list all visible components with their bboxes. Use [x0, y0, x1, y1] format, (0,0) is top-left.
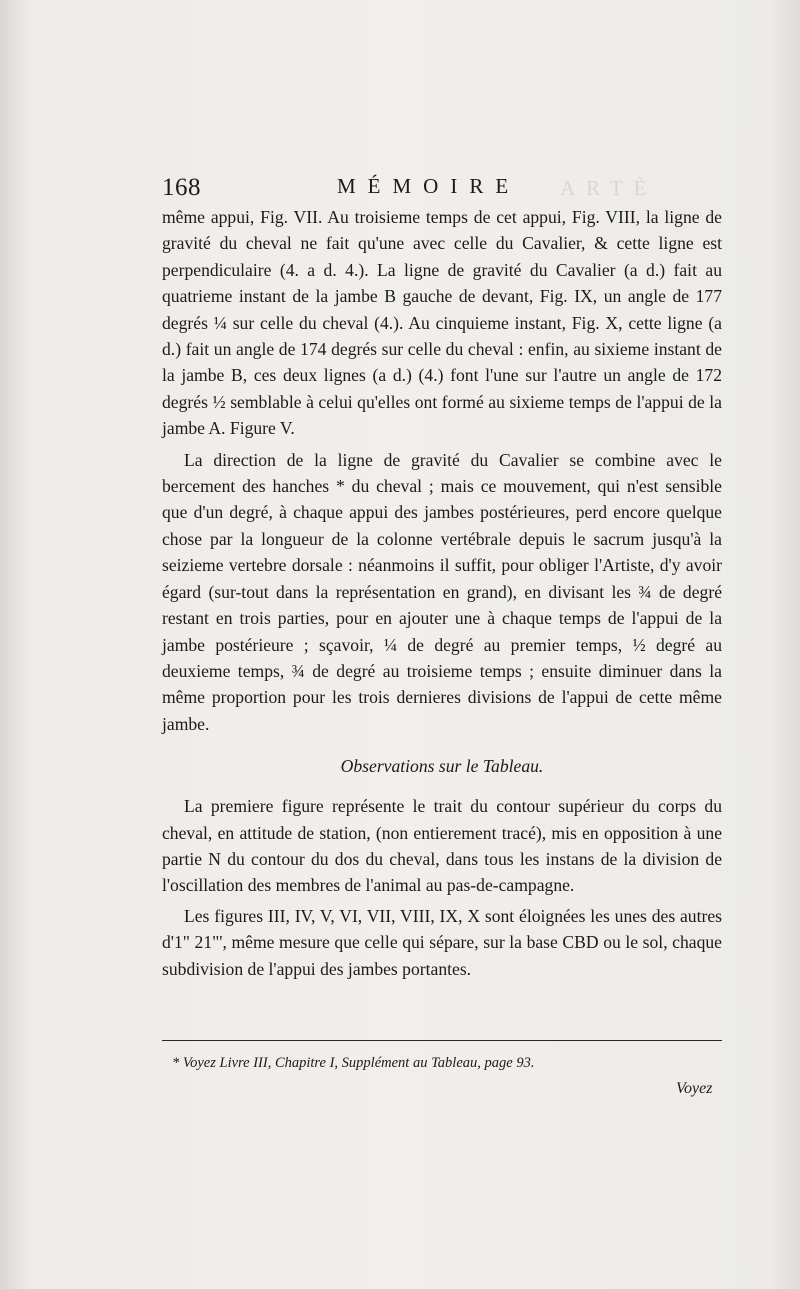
- main-text: [162, 204, 722, 982]
- running-title: MÉMOIRE: [337, 174, 521, 198]
- footnote-divider: [162, 1040, 722, 1041]
- paragraph-2: La direction de la ligne de gravité du Cavalier se combine avec le bercement des hanches * du cheval ; mais ce mouvement, qui n'est sensible que d'un degré, à chaque appui des jambes postérieures, perd encore quelque chose par la longueur de la colonne vertébrale depuis le sacrum jusqu'à la seizieme vertebre dorsale : néanmoins il suffit, pour obliger l'Artiste, d'y avoir égard (sur-tout dans la représentation en grand), en divisant les ¾ de degré restant en trois parties, pour en ajouter une à chaque temps de l'appui de la jambe postérieure ; sçavoir, ¼ de degré au premier temps, ½ degré au deuxieme temps, ¾ de degré au troisieme temps ; ensuite diminuer dans la même proportion pour les trois dernieres divisions de l'appui de cette même jambe.: [162, 449, 722, 734]
- paragraph-1: même appui, Fig. VII. Au troisieme temps de cet appui, Fig. VIII, la ligne de gravité du cheval ne fait qu'une avec celle du Cavalier, & cette ligne est perpendiculaire (4. a d. 4.). La ligne de gravité du Cavalier (a d.) fait au quatrieme instant de la jambe B gauche de devant, Fig. IX, un angle de 177 degrés ¼ sur celle du cheval (4.). Au cinquieme instant, Fig. X, cette ligne (a d.) fait un angle de 174 degrés sur celle du cheval : enfin, au sixieme instant de la jambe B, ces deux lignes (a d.) (4.) font l'une sur l'autre un angle de 172 degrés ½ semblable à celui qu'elles ont formé au sixieme temps de l'appui de la jambe A. Figure V.: [162, 207, 722, 439]
- footnote: * Voyez Livre III, Chapitre I, Supplément au Tableau, page 93.: [172, 1055, 535, 1071]
- show-through-text: ARTÈ: [560, 176, 658, 200]
- page-header: [162, 170, 722, 204]
- paragraph-4: Les figures III, IV, V, VI, VII, VIII, IX, X sont éloignées les unes des autres d'1" 21"', même mesure que celle qui sépare, sur la base CBD ou le sol, chaque subdivision de l'appui des jambes portantes.: [162, 905, 722, 979]
- catchword: Voyez: [676, 1080, 713, 1097]
- page-number: 168: [162, 174, 201, 201]
- section-heading: Observations sur le Tableau.: [340, 756, 544, 777]
- paragraph-3: La premiere figure représente le trait du contour supérieur du corps du cheval, en attitude de station, (non entierement tracé), mis en opposition à une partie N du contour du dos du cheval, dans tous les instans de la division de l'oscillation des membres de l'animal au pas-de-campagne.: [162, 796, 722, 896]
